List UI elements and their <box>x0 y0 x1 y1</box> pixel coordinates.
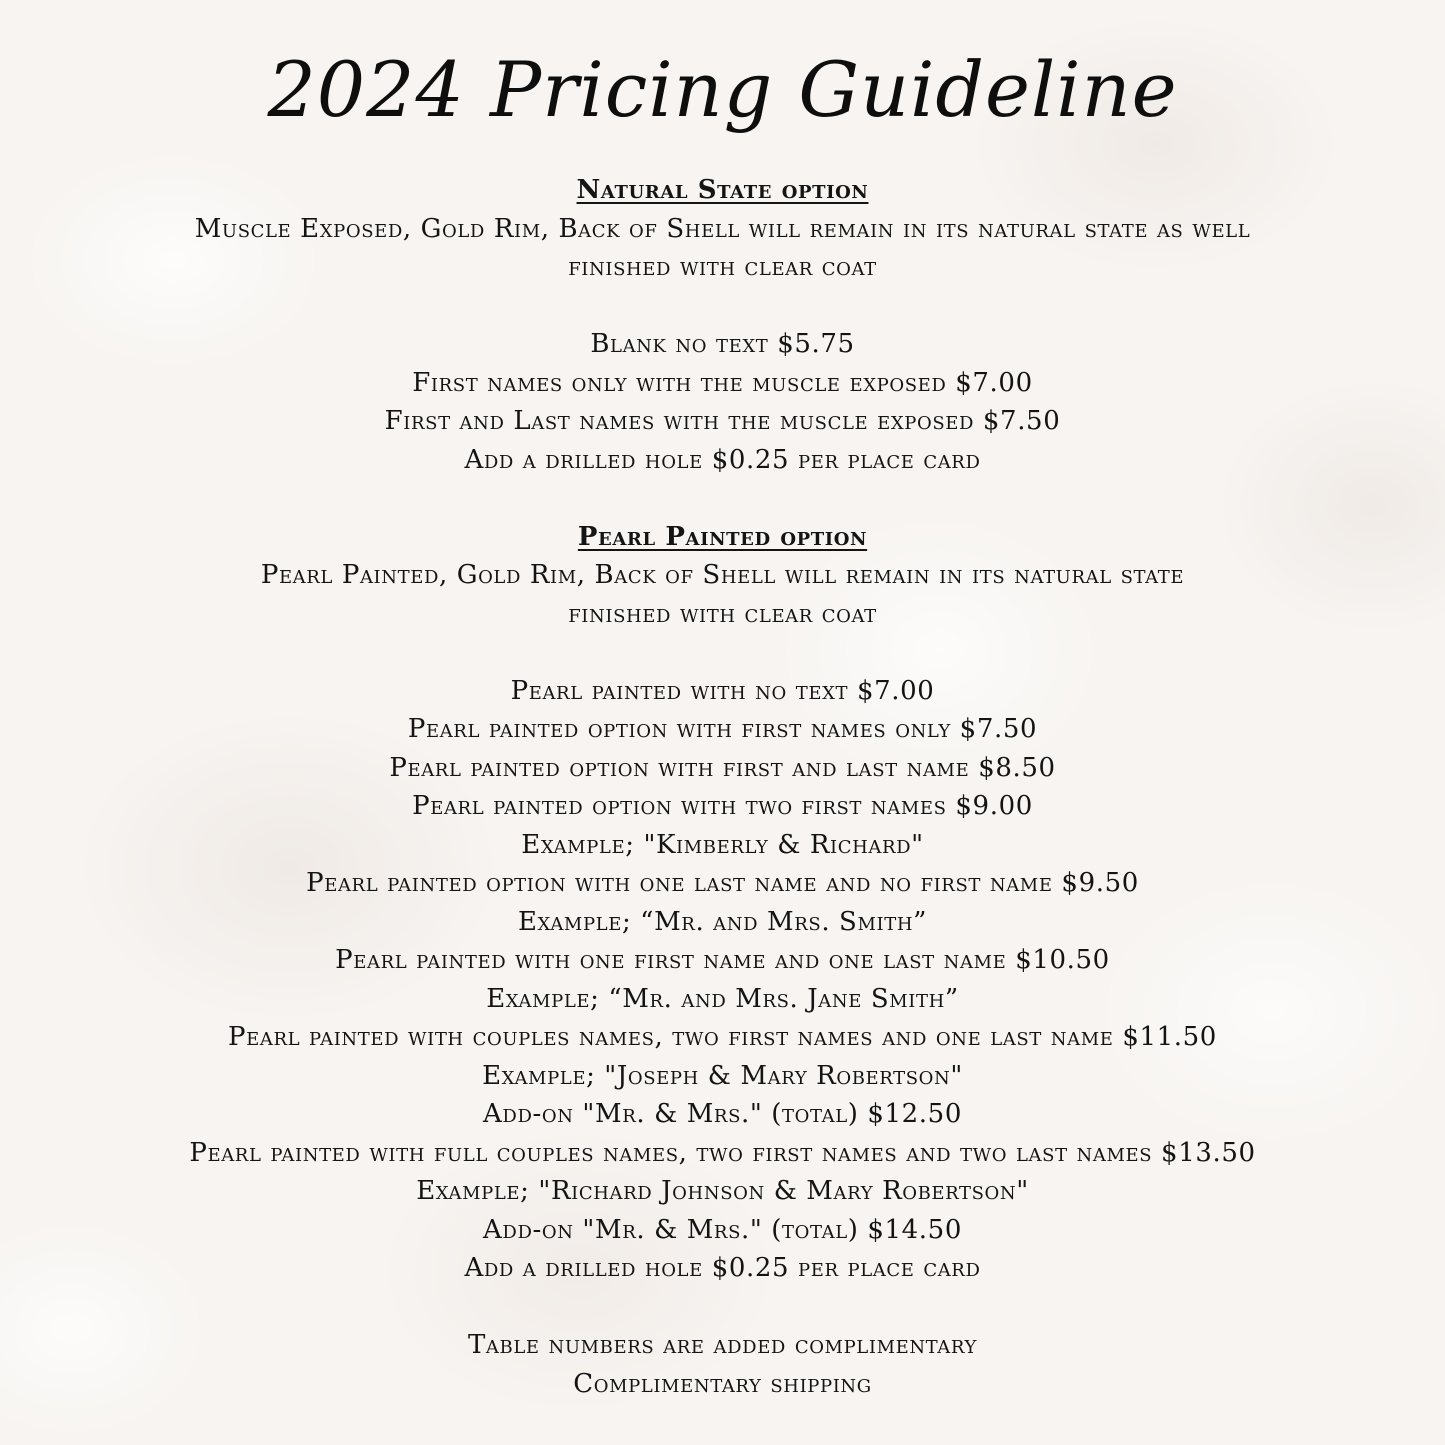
pearl-price-line: Pearl painted with no text $7.00 <box>510 675 935 706</box>
natural-price-line: First and Last names with the muscle exposed $7.50 <box>384 406 1061 436</box>
pearl-price-line: Pearl painted with couples names, two first names and one last name $11.50 <box>228 1022 1217 1052</box>
pearl-price-line: Pearl painted option with two first names $9.00 <box>412 791 1033 821</box>
natural-state-heading: Natural State option <box>576 175 869 205</box>
natural-price-line: Add a drilled hole $0.25 per place card <box>464 444 981 475</box>
pearl-desc-line: Pearl Painted, Gold Rim, Back of Shell will remain in its natural state <box>260 560 1185 590</box>
footer-line-shipping: Complimentary shipping <box>573 1368 872 1399</box>
spacer <box>0 633 1445 672</box>
spacer <box>0 287 1445 326</box>
page-title: 2024 Pricing Guideline <box>267 45 1178 134</box>
pearl-example-line: Example; "Joseph & Mary Robertson" <box>482 1060 963 1091</box>
natural-desc-line: Muscle Exposed, Gold Rim, Back of Shell will remain in its natural state as well <box>194 213 1251 244</box>
natural-desc-line: finished with clear coat <box>568 252 877 282</box>
pearl-price-line: Pearl painted option with first names only $7.50 <box>407 714 1038 744</box>
pearl-price-line: Pearl painted with one first name and one last name $10.50 <box>335 945 1110 975</box>
pearl-example-line: Example; “Mr. and Mrs. Smith” <box>517 906 928 937</box>
pearl-price-line: Pearl painted option with first and last name $8.50 <box>389 752 1056 783</box>
pearl-addon-line: Add-on "Mr. & Mrs." (total) $14.50 <box>483 1214 962 1245</box>
spacer <box>0 1288 1445 1327</box>
pricing-content <box>0 171 1445 1403</box>
pearl-desc-line: finished with clear coat <box>568 598 877 629</box>
footer-line-table-numbers: Table numbers are added complimentary <box>467 1330 977 1360</box>
pearl-price-line: Pearl painted option with one last name and no first name $9.50 <box>306 868 1139 898</box>
pearl-example-line: Example; “Mr. and Mrs. Jane Smith” <box>486 983 959 1014</box>
pearl-price-line: Pearl painted with full couples names, two first names and two last names $13.50 <box>189 1137 1256 1168</box>
pearl-price-line: Add a drilled hole $0.25 per place card <box>464 1253 981 1283</box>
pearl-example-line: Example; "Kimberly & Richard" <box>521 829 924 860</box>
natural-price-line: Blank no text $5.75 <box>590 329 855 359</box>
natural-price-line: First names only with the muscle exposed $7.00 <box>412 367 1033 398</box>
spacer <box>0 479 1445 518</box>
pearl-painted-heading: Pearl Painted option <box>577 521 868 552</box>
pearl-addon-line: Add-on "Mr. & Mrs." (total) $12.50 <box>483 1099 962 1129</box>
pearl-example-line: Example; "Richard Johnson & Mary Robertson" <box>416 1176 1029 1206</box>
